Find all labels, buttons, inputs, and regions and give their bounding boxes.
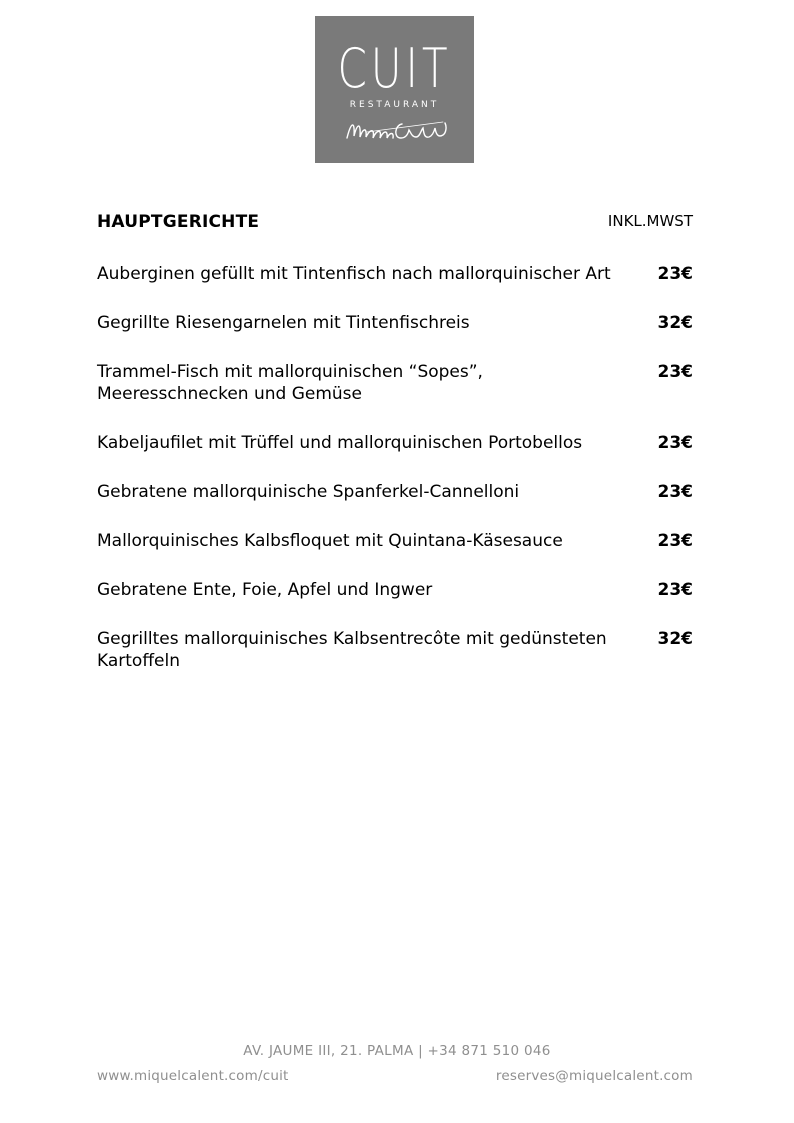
menu-item-name: Auberginen gefüllt mit Tintenfisch nach mallorquinischer Art: [97, 264, 611, 284]
menu-item-name: Trammel-Fisch mit mallorquinischen “Sopes”, Meeresschnecken und Gemüse: [97, 362, 483, 404]
menu-section-header: [97, 212, 693, 236]
menu-item-name: Kabeljaufilet mit Trüffel und mallorquinischen Portobellos: [97, 433, 583, 453]
restaurant-logo: [315, 16, 474, 163]
menu-item-price: 23€: [657, 482, 693, 502]
menu-item-name: Gegrillte Riesengarnelen mit Tintenfischreis: [97, 313, 470, 333]
menu-item-price: 32€: [657, 313, 693, 333]
menu-item-price: 23€: [657, 531, 693, 551]
footer-address: AV. JAUME III, 21. PALMA | +34 871 510 046: [243, 1043, 551, 1059]
menu-item: [97, 628, 693, 672]
menu-item: [97, 481, 693, 503]
menu-item-name: Gebratene mallorquinische Spanferkel-Cannelloni: [97, 482, 520, 502]
menu-item-price: 32€: [657, 629, 693, 649]
tax-note: INKL.MWST: [607, 212, 693, 230]
menu-item-price: 23€: [657, 580, 693, 600]
menu-item: [97, 361, 693, 405]
logo-subtitle: RESTAURANT: [349, 100, 440, 110]
menu-item-price: 23€: [657, 362, 693, 382]
website-link[interactable]: www.miquelcalent.com/cuit: [97, 1068, 289, 1084]
menu-item-price: 23€: [657, 433, 693, 453]
menu-item-name: Mallorquinisches Kalbsfloquet mit Quintana-Käsesauce: [97, 531, 563, 551]
menu-item: [97, 530, 693, 552]
menu-item-name: Gebratene Ente, Foie, Apfel und Ingwer: [97, 580, 433, 600]
menu-item: [97, 432, 693, 454]
menu-item-name: Gegrilltes mallorquinisches Kalbsentrecôte mit gedünsteten Kartoffeln: [97, 629, 607, 671]
menu-item: [97, 263, 693, 285]
menu-item-price: 23€: [657, 264, 693, 284]
menu-item: [97, 579, 693, 601]
email-link[interactable]: reserves@miquelcalent.com: [495, 1068, 693, 1084]
menu-item: [97, 312, 693, 334]
signature-logo: [339, 110, 451, 146]
section-title: HAUPTGERICHTE: [97, 212, 260, 232]
logo-title: CUIT: [337, 37, 452, 100]
